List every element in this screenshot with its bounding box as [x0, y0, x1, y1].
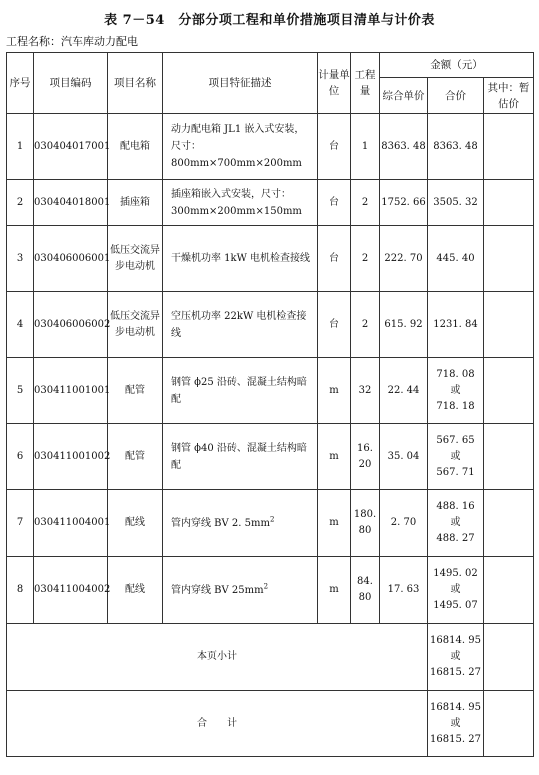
- cell-qty: 2: [351, 226, 380, 292]
- page-subtotal-total: 16814. 95 或 16815. 27: [428, 624, 484, 691]
- cell-unit: 台: [318, 180, 351, 226]
- bill-of-quantities-table: [6, 52, 534, 757]
- cell-desc: 空压机功率 22kW 电机检查接线: [163, 292, 318, 358]
- table-row: [7, 424, 534, 490]
- cell-total: 8363. 48: [428, 114, 484, 180]
- cell-provisional: [484, 490, 534, 557]
- cell-qty: 84. 80: [351, 557, 380, 624]
- table-row: [7, 292, 534, 358]
- cell-code: 030404018001: [34, 180, 108, 226]
- table-row: [7, 180, 534, 226]
- header-total: 合价: [428, 78, 484, 114]
- cell-provisional: [484, 114, 534, 180]
- cell-unit: m: [318, 358, 351, 424]
- cell-provisional: [484, 226, 534, 292]
- table-row: [7, 490, 534, 557]
- cell-unit-price: 2. 70: [380, 490, 428, 557]
- cell-seq: 7: [7, 490, 34, 557]
- cell-name: 插座箱: [108, 180, 163, 226]
- table-row: [7, 358, 534, 424]
- grand-total-label: 合 计: [7, 691, 428, 757]
- cell-code: 030411001002: [34, 424, 108, 490]
- table-row: [7, 557, 534, 624]
- cell-provisional: [484, 424, 534, 490]
- cell-unit: 台: [318, 114, 351, 180]
- grand-total-total: 16814. 95 或 16815. 27: [428, 691, 484, 757]
- header-amount: 金额（元）: [380, 53, 534, 78]
- grand-total-provisional: [484, 691, 534, 757]
- cell-provisional: [484, 292, 534, 358]
- grand-total-row: [7, 691, 534, 757]
- cell-name: 配管: [108, 424, 163, 490]
- cell-unit: m: [318, 557, 351, 624]
- cell-total: 445. 40: [428, 226, 484, 292]
- cell-code: 030411004001: [34, 490, 108, 557]
- cell-qty: 16. 20: [351, 424, 380, 490]
- cell-code: 030406006001: [34, 226, 108, 292]
- header-code: 项目编码: [34, 53, 108, 114]
- cell-total: 567. 65 或 567. 71: [428, 424, 484, 490]
- cell-total: 718. 08 或 718. 18: [428, 358, 484, 424]
- cell-seq: 6: [7, 424, 34, 490]
- table-title: 表 7－54 分部分项工程和单价措施项目清单与计价表: [104, 13, 435, 28]
- cell-unit-price: 8363. 48: [380, 114, 428, 180]
- cell-qty: 1: [351, 114, 380, 180]
- cell-seq: 5: [7, 358, 34, 424]
- cell-code: 030411001001: [34, 358, 108, 424]
- cell-unit: m: [318, 490, 351, 557]
- header-unit-price: 综合单价: [380, 78, 428, 114]
- cell-seq: 2: [7, 180, 34, 226]
- cell-desc: 钢管 ϕ25 沿砖、混凝土结构暗配: [163, 358, 318, 424]
- cell-unit: 台: [318, 292, 351, 358]
- table-row: [7, 226, 534, 292]
- cell-provisional: [484, 358, 534, 424]
- cell-qty: 180. 80: [351, 490, 380, 557]
- cell-desc: 管内穿线 BV 2. $5mm^2$: [163, 490, 318, 557]
- cell-name: 配管: [108, 358, 163, 424]
- cell-code: 030406006002: [34, 292, 108, 358]
- project-name-label: 工程名称：汽车库动力配电: [6, 35, 138, 48]
- cell-desc: 插座箱嵌入式安装，尺寸：300mm×200mm×150mm: [163, 180, 318, 226]
- cell-unit-price: 615. 92: [380, 292, 428, 358]
- page-subtotal-provisional: [484, 624, 534, 691]
- cell-name: 低压交流异步电动机: [108, 226, 163, 292]
- cell-unit-price: 17. 63: [380, 557, 428, 624]
- cell-unit: m: [318, 424, 351, 490]
- cell-provisional: [484, 557, 534, 624]
- cell-desc: 干燥机功率 1kW 电机检查接线: [163, 226, 318, 292]
- cell-unit-price: 22. 44: [380, 358, 428, 424]
- cell-qty: 2: [351, 180, 380, 226]
- header-seq: 序号: [7, 53, 34, 114]
- cell-seq: 4: [7, 292, 34, 358]
- cell-name: 配线: [108, 557, 163, 624]
- header-name: 项目名称: [108, 53, 163, 114]
- cell-qty: 32: [351, 358, 380, 424]
- cell-qty: 2: [351, 292, 380, 358]
- header-unit: 计量单位: [318, 53, 351, 114]
- cell-unit-price: 222. 70: [380, 226, 428, 292]
- cell-name: 低压交流异步电动机: [108, 292, 163, 358]
- cell-desc: 动力配电箱 JL1 嵌入式安装，尺寸：800mm×700mm×200mm: [163, 114, 318, 180]
- cell-seq: 8: [7, 557, 34, 624]
- cell-code: 030411004002: [34, 557, 108, 624]
- cell-unit-price: 35. 04: [380, 424, 428, 490]
- header-qty: 工程量: [351, 53, 380, 114]
- cell-code: 030404017001: [34, 114, 108, 180]
- cell-total: 488. 16 或 488. 27: [428, 490, 484, 557]
- cell-provisional: [484, 180, 534, 226]
- cell-desc: 管内穿线 BV $25mm^2$: [163, 557, 318, 624]
- cell-name: 配线: [108, 490, 163, 557]
- page-subtotal-label: 本页小计: [7, 624, 428, 691]
- table-row: [7, 114, 534, 180]
- cell-seq: 3: [7, 226, 34, 292]
- cell-total: 1231. 84: [428, 292, 484, 358]
- cell-seq: 1: [7, 114, 34, 180]
- cell-total: 3505. 32: [428, 180, 484, 226]
- cell-unit: 台: [318, 226, 351, 292]
- cell-desc: 钢管 ϕ40 沿砖、混凝土结构暗配: [163, 424, 318, 490]
- cell-unit-price: 1752. 66: [380, 180, 428, 226]
- header-provisional: 其中：暂估价: [484, 78, 534, 114]
- cell-total: 1495. 02 或 1495. 07: [428, 557, 484, 624]
- cell-name: 配电箱: [108, 114, 163, 180]
- page-subtotal-row: [7, 624, 534, 691]
- header-desc: 项目特征描述: [163, 53, 318, 114]
